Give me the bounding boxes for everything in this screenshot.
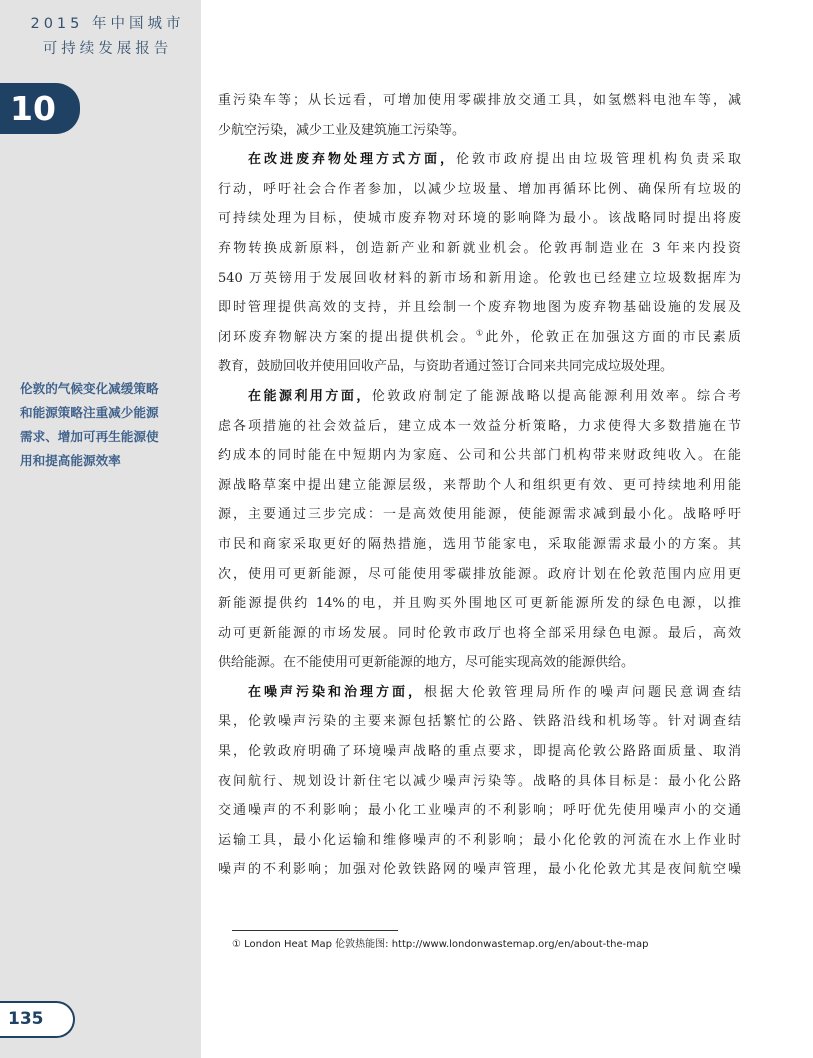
body-line: 交通噪声的不利影响；最小化工业噪声的不利影响；呼吁优先使用噪声小的交通 <box>218 803 741 819</box>
paragraph-waste-first-line <box>218 145 741 175</box>
body-line: 供给能源。在不能使用可更新能源的地方，尽可能实现高效的能源供给。 <box>218 655 635 671</box>
body-line: 市民和商家采取更好的隔热措施，选用节能家电，采取能源需求最小的方案。其 <box>218 536 741 552</box>
sidebar <box>0 0 201 1058</box>
body-line: 虑各项措施的社会效益后，建立成本一效益分析策略，力求使得大多数措施在节 <box>218 418 741 434</box>
paragraph-energy-first-line <box>218 382 741 412</box>
footnote-divider <box>232 930 398 931</box>
sidebar-summary-line: 用和提高能源效率 <box>20 453 121 468</box>
sidebar-summary-line: 需求、增加可再生能源使 <box>20 429 159 444</box>
body-line: 次，使用可更新能源，尽可能使用零碳排放能源。政府计划在伦敦范围内应用更 <box>218 566 741 582</box>
page-number: 135 <box>0 1001 75 1038</box>
body-line: 运输工具，最小化运输和维修噪声的不利影响；最小化伦敦的河流在水上作业时 <box>218 832 741 848</box>
body-line: 动可更新能源的市场发展。同时伦敦市政厅也将全部采用绿色电源。最后，高效 <box>218 625 741 641</box>
body-line: 源战略草案中提出建立能源层级，来帮助个人和组织更有效、更可持续地利用能 <box>218 477 741 493</box>
report-title-line-2: 可持续发展报告 <box>42 41 173 57</box>
body-line: 果，伦敦噪声污染的主要来源包括繁忙的公路、铁路沿线和机场等。针对调查结 <box>218 714 741 730</box>
report-title <box>20 12 195 62</box>
paragraph-noise-first-line <box>218 678 741 708</box>
body-line: 教育，鼓励回收并使用回收产品，与资助者通过签订合同来共同完成垃圾处理。 <box>218 359 674 375</box>
sidebar-summary-line: 和能源策略注重减少能源 <box>20 405 159 420</box>
body-line-text: 伦敦政府制定了能源战略以提高能源利用效率。综合考 <box>371 388 741 404</box>
body-text <box>218 86 741 885</box>
section-lead-noise: 在噪声污染和治理方面， <box>248 684 424 700</box>
body-line: 540 万英镑用于发展回收材料的新市场和新用途。伦敦也已经建立垃圾数据库为 <box>218 270 741 286</box>
sidebar-summary-line: 伦敦的气候变化减缓策略 <box>20 381 159 396</box>
body-line: 可持续处理为目标，使城市废弃物对环境的影响降为最小。该战略同时提出将废 <box>218 211 741 227</box>
body-line-text: 根据大伦敦管理局所作的噪声问题民意调查结 <box>424 684 741 700</box>
footnote-reference-mark[interactable]: ① <box>475 328 486 338</box>
sidebar-summary <box>20 377 192 473</box>
section-lead-energy: 在能源利用方面， <box>248 388 372 404</box>
body-line: 重污染车等；从长远看，可增加使用零碳排放交通工具，如氢燃料电池车等，减 <box>218 93 741 108</box>
report-title-line-1: 2015 年中国城市 <box>30 16 185 32</box>
body-line: 少航空污染，减少工业及建筑施工污染等。 <box>218 122 466 138</box>
body-line: 新能源提供约 14%的电，并且购买外围地区可更新能源所发的绿色电源，以推 <box>218 596 741 612</box>
body-line: 源，主要通过三步完成：一是高效使用能源，使能源需求减到最小化。战略呼吁 <box>218 507 741 523</box>
body-line-text: 此外，伦敦正在加强这方面的市民素质 <box>485 329 741 345</box>
footnote[interactable]: ① London Heat Map 伦敦热能图: http://www.londonwastemap.org/en/about-the-map <box>232 939 649 950</box>
body-line: 果，伦敦政府明确了环境噪声战略的重点要求，即提高伦敦公路路面质量、取消 <box>218 744 741 760</box>
body-line-text: 闭环废弃物解决方案的提出提供机会。 <box>218 329 476 345</box>
body-line: 约成本的同时能在中短期内为家庭、公司和公共部门机构带来财政纯收入。在能 <box>218 448 741 464</box>
body-line: 弃物转换成新原料，创造新产业和新就业机会。伦敦再制造业在 3 年来内投资 <box>218 240 741 256</box>
section-lead-waste: 在改进废弃物处理方式方面， <box>248 152 456 168</box>
body-line: 噪声的不利影响；加强对伦敦铁路网的噪声管理，最小化伦敦尤其是夜间航空噪 <box>218 862 741 878</box>
chapter-number-tab: 10 <box>0 83 80 134</box>
body-line-text: 伦敦市政府提出由垃圾管理机构负责采取 <box>456 152 741 168</box>
body-line: 夜间航行、规划设计新住宅以减少噪声污染等。战略的具体目标是：最小化公路 <box>218 773 741 789</box>
body-line: 即时管理提供高效的支持，并且绘制一个废弃物地图为废弃物基础设施的发展及 <box>218 300 741 316</box>
body-line-with-footnote <box>218 323 741 353</box>
body-line: 行动，呼吁社会合作者参加，以减少垃圾量、增加再循环比例、确保所有垃圾的 <box>218 181 741 197</box>
